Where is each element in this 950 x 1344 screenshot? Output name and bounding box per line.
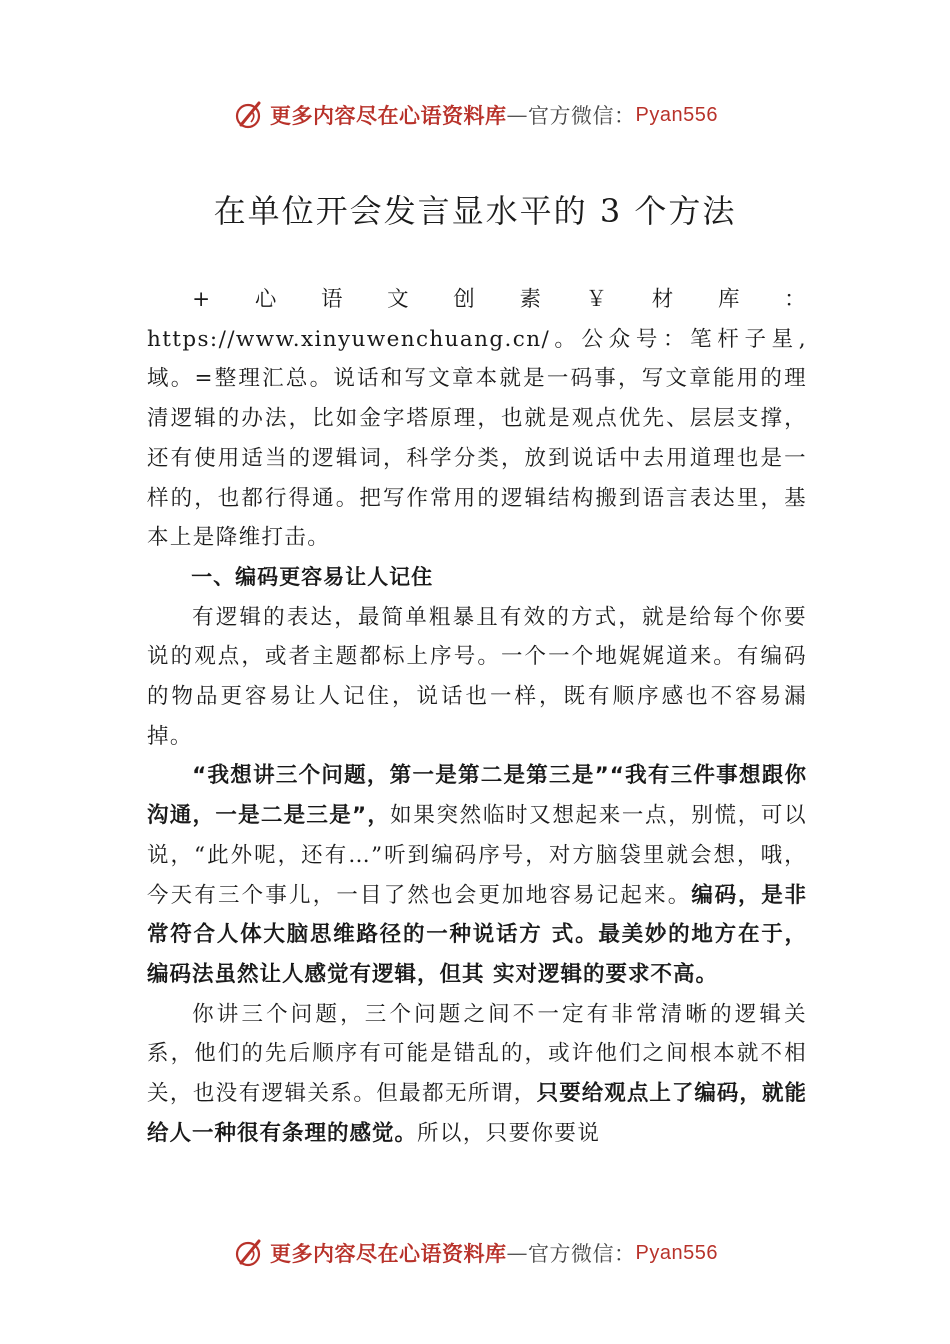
banner-brand: 更多内容尽在心语资料库	[270, 1241, 507, 1266]
banner-brand: 更多内容尽在心语资料库	[270, 103, 507, 128]
intro-paragraph: +心语文创素￥材库：https://www.xinyuwenchuang.cn/。公众号：笔杆子星,域。=整理汇总。说话和写文章本就是一码事，写文章能用的理清逻辑的办法，比如金字塔原理，也就是观点优先、层层支撑，还有使用适当的逻辑词，科学分类，放到说话中去用道理也是一样的，也都行得通。把写作常用的逻辑结构搬到语言表达里，基本上是降维打击。	[147, 287, 807, 551]
banner-wechat-label: 官方微信：	[528, 104, 636, 128]
footer-banner	[0, 1233, 950, 1273]
banner-separator: —	[506, 103, 529, 127]
paragraph-3-bold-1: 只要给观点上了编码，就能给人一种很有条理的感觉。	[147, 1081, 807, 1146]
paragraph-2	[147, 756, 807, 994]
header-banner	[0, 95, 950, 135]
paragraph-1: 有逻辑的表达，最简单粗暴且有效的方式，就是给每个你要说的观点，或者主题都标上序号。一个一个地娓娓道来。有编码的物品更容易让人记住，说话也一样，既有顺序感也不容易漏掉。	[147, 604, 807, 749]
paragraph-3-text-1: 你讲三个问题，三个问题之间不一定有非常清晰的逻辑关系，他们的先后顺序有可能是错乱的，或许他们之间根本就不相关，也没有逻辑关系。但最都无所谓，	[147, 1001, 807, 1107]
paragraph-2-text-1: 如果突然临时又想起来一点，别慌，可以说，“此外呢，还有…”听到编码序号，对方脑袋里就会想，哦，今天有三个事儿，一目了然也会更加地容易记起来。	[147, 803, 807, 908]
paragraph-2-bold-1: “我想讲三个问题，第一是第二是第三是”“我有三件事想跟你沟通，一是二是三是”，	[147, 763, 807, 829]
paragraph-2-bold-2: 编码，是非常符合人体大脑思维路径的一种说话方 式。最美妙的地方在于，编码法虽然让人感觉有逻辑，但其 实对逻辑的要求不高。	[147, 882, 807, 987]
paragraph-3	[147, 995, 807, 1154]
brush-logo-icon	[232, 98, 266, 132]
banner-account: Pyan556	[635, 1241, 718, 1264]
page-title: 在单位开会发言显水平的 3 个方法	[213, 192, 737, 230]
document-body	[147, 280, 807, 1153]
banner-separator: —	[506, 1241, 529, 1265]
banner-wechat-label: 官方微信：	[528, 1242, 636, 1266]
section-heading-1: 一、编码更容易让人记住	[191, 564, 434, 589]
brush-logo-icon	[232, 1236, 266, 1270]
paragraph-3-text-2: 所以，只要你要说	[417, 1120, 601, 1146]
banner-account: Pyan556	[635, 103, 718, 126]
